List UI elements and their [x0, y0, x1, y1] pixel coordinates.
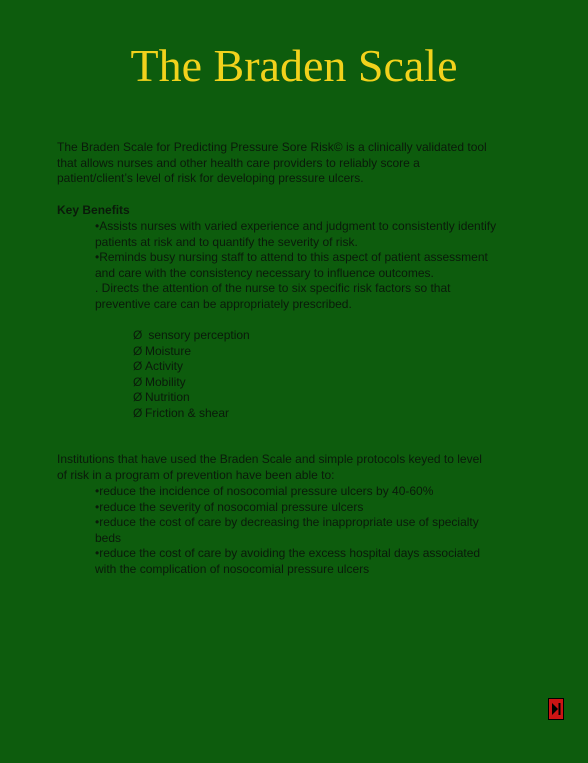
outcome-line: with the complication of nosocomial pressure ulcers: [95, 561, 370, 576]
risk-factor-item: [133, 359, 250, 375]
page-title: The Braden Scale: [130, 40, 458, 91]
risk-factor-item: [133, 375, 250, 391]
risk-factor-list: [133, 328, 250, 422]
outcome-line: •reduce the incidence of nosocomial pressure ulcers by 40-60%: [95, 484, 434, 498]
risk-factor-item: [133, 406, 250, 422]
risk-factor-label: Friction & shear: [145, 405, 230, 420]
benefit-line: patients at risk and to quantify the severity of risk.: [95, 234, 358, 249]
intro-line: that allows nurses and other health care providers to reliably score a: [57, 155, 420, 170]
outcome-line: •reduce the cost of care by avoiding the excess hospital days associated: [95, 546, 481, 561]
arrow-bullet-icon: Ø: [133, 328, 143, 342]
institutions-paragraph: [57, 452, 527, 483]
benefit-line: and care with the consistency necessary to influence outcomes.: [95, 265, 434, 280]
outcomes-list: [95, 484, 525, 578]
risk-factor-label: Activity: [145, 359, 184, 374]
arrow-bullet-icon: Ø: [133, 390, 143, 405]
institutions-line: of risk in a program of prevention have been able to:: [57, 467, 335, 482]
risk-factor-label: Nutrition: [145, 390, 190, 405]
end-arrow-icon: [549, 699, 563, 719]
arrow-bullet-icon: Ø: [133, 374, 143, 389]
risk-factor-item: [133, 328, 250, 344]
arrow-bullet-icon: Ø: [133, 405, 143, 420]
institutions-line: Institutions that have used the Braden Scale and simple protocols keyed to level: [57, 452, 482, 466]
outcome-line: •reduce the cost of care by decreasing the inappropriate use of specialty: [95, 515, 479, 530]
risk-factor-label: sensory perception: [145, 328, 250, 342]
benefit-line: •Reminds busy nursing staff to attend to this aspect of patient assessment: [95, 250, 488, 265]
outcome-line: beds: [95, 530, 122, 545]
key-benefits-list: [95, 219, 540, 313]
arrow-bullet-icon: Ø: [133, 343, 143, 358]
arrow-bullet-icon: Ø: [133, 359, 143, 374]
benefit-line: . Directs the attention of the nurse to six specific risk factors so that: [95, 281, 451, 296]
risk-factor-label: Moisture: [145, 343, 192, 358]
key-benefits-heading: Key Benefits: [57, 203, 130, 217]
outcome-line: •reduce the severity of nosocomial pressure ulcers: [95, 499, 364, 514]
intro-paragraph: [57, 140, 537, 187]
risk-factor-item: [133, 390, 250, 406]
intro-line: The Braden Scale for Predicting Pressure Sore Risk© is a clinically validated tool: [57, 140, 487, 154]
risk-factor-item: [133, 344, 250, 360]
risk-factor-label: Mobility: [145, 374, 186, 389]
benefit-line: •Assists nurses with varied experience and judgment to consistently identify: [95, 219, 497, 233]
benefit-line: preventive care can be appropriately prescribed.: [95, 296, 352, 311]
end-slide-button[interactable]: [548, 698, 564, 720]
intro-line: patient/client’s level of risk for developing pressure ulcers.: [57, 171, 364, 186]
